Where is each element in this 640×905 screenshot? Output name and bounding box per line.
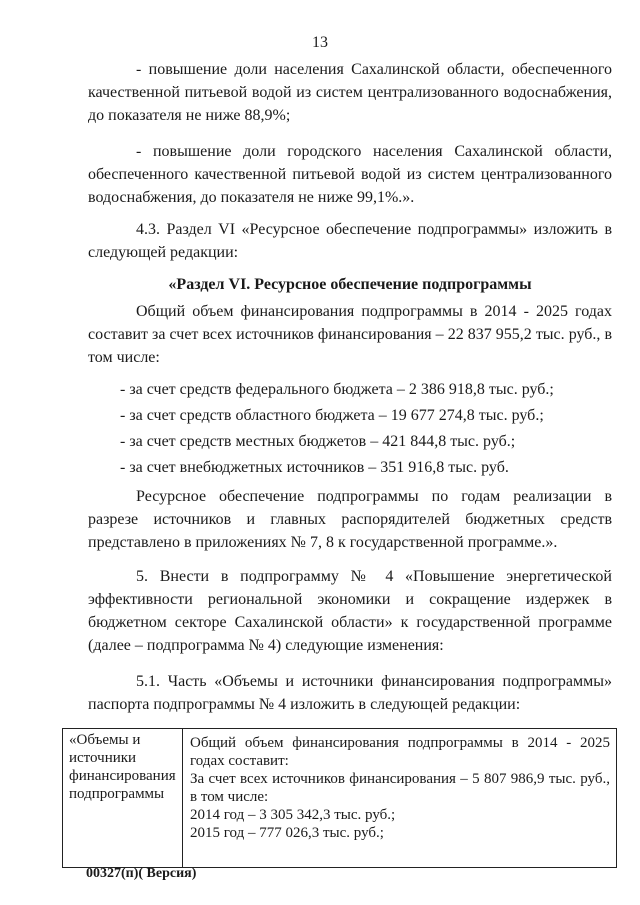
source-local: - за счет средств местных бюджетов – 421 844,8 тыс. руб.; xyxy=(120,433,516,450)
total-funding-paragraph: Общий объем финансирования подпрограммы в 2014 - 2025 годах составит за счет всех источников финансирования – 22 837 955,2 тыс. руб., в том числе: xyxy=(88,303,612,366)
table-column-divider xyxy=(182,729,183,867)
document-footer: 00327(п)( Версия) xyxy=(86,866,197,881)
table-right-cell xyxy=(190,734,610,842)
bullet-paragraph-1: - повышение доли населения Сахалинской области, обеспеченного качественной питьевой водой из систем централизованного водоснабжения, до показателя не ниже 88,9%; xyxy=(88,61,612,124)
table-right-line: За счет всех источников финансирования – 5 807 986,9 тыс. руб., в том числе: xyxy=(190,771,610,805)
paragraph-5: 5. Внести в подпрограмму № 4 «Повышение энергетической эффективности региональной экономики и сокращение издержек в бюджетном секторе Сахалинской области» к государственной программе (далее – подпрограмма № 4) следующие изменения: xyxy=(88,568,612,654)
table-right-line: 2014 год – 3 305 342,3 тыс. руб.; xyxy=(190,807,396,823)
paragraph-5-1: 5.1. Часть «Объемы и источники финансирования подпрограммы» паспорта подпрограммы № 4 изложить в следующей редакции: xyxy=(88,673,612,713)
section-title: «Раздел VI. Ресурсное обеспечение подпрограммы xyxy=(168,276,532,293)
source-federal: - за счет средств федерального бюджета – 2 386 918,8 тыс. руб.; xyxy=(120,381,554,398)
source-regional: - за счет средств областного бюджета – 19 677 274,8 тыс. руб.; xyxy=(120,407,544,424)
funding-table xyxy=(62,728,617,868)
resource-paragraph: Ресурсное обеспечение подпрограммы по годам реализации в разрезе источников и главных распорядителей бюджетных средств представлено в приложениях № 7, 8 к государственной программе.». xyxy=(88,488,612,551)
page-number: 13 xyxy=(312,34,328,51)
table-left-cell: «Объемы и источники финансирования подпрограммы xyxy=(69,732,176,802)
table-right-line: Общий объем финансирования подпрограммы в 2014 - 2025 годах составит: xyxy=(190,735,610,769)
bullet-paragraph-2: - повышение доли городского населения Сахалинской области, обеспеченного качественной питьевой водой из систем централизованного водоснабжения, до показателя не ниже 99,1%.». xyxy=(88,143,612,206)
paragraph-4-3: 4.3. Раздел VI «Ресурсное обеспечение подпрограммы» изложить в следующей редакции: xyxy=(88,221,612,261)
source-extrabudgetary: - за счет внебюджетных источников – 351 916,8 тыс. руб. xyxy=(120,459,509,476)
table-right-line: 2015 год – 777 026,3 тыс. руб.; xyxy=(190,825,384,841)
